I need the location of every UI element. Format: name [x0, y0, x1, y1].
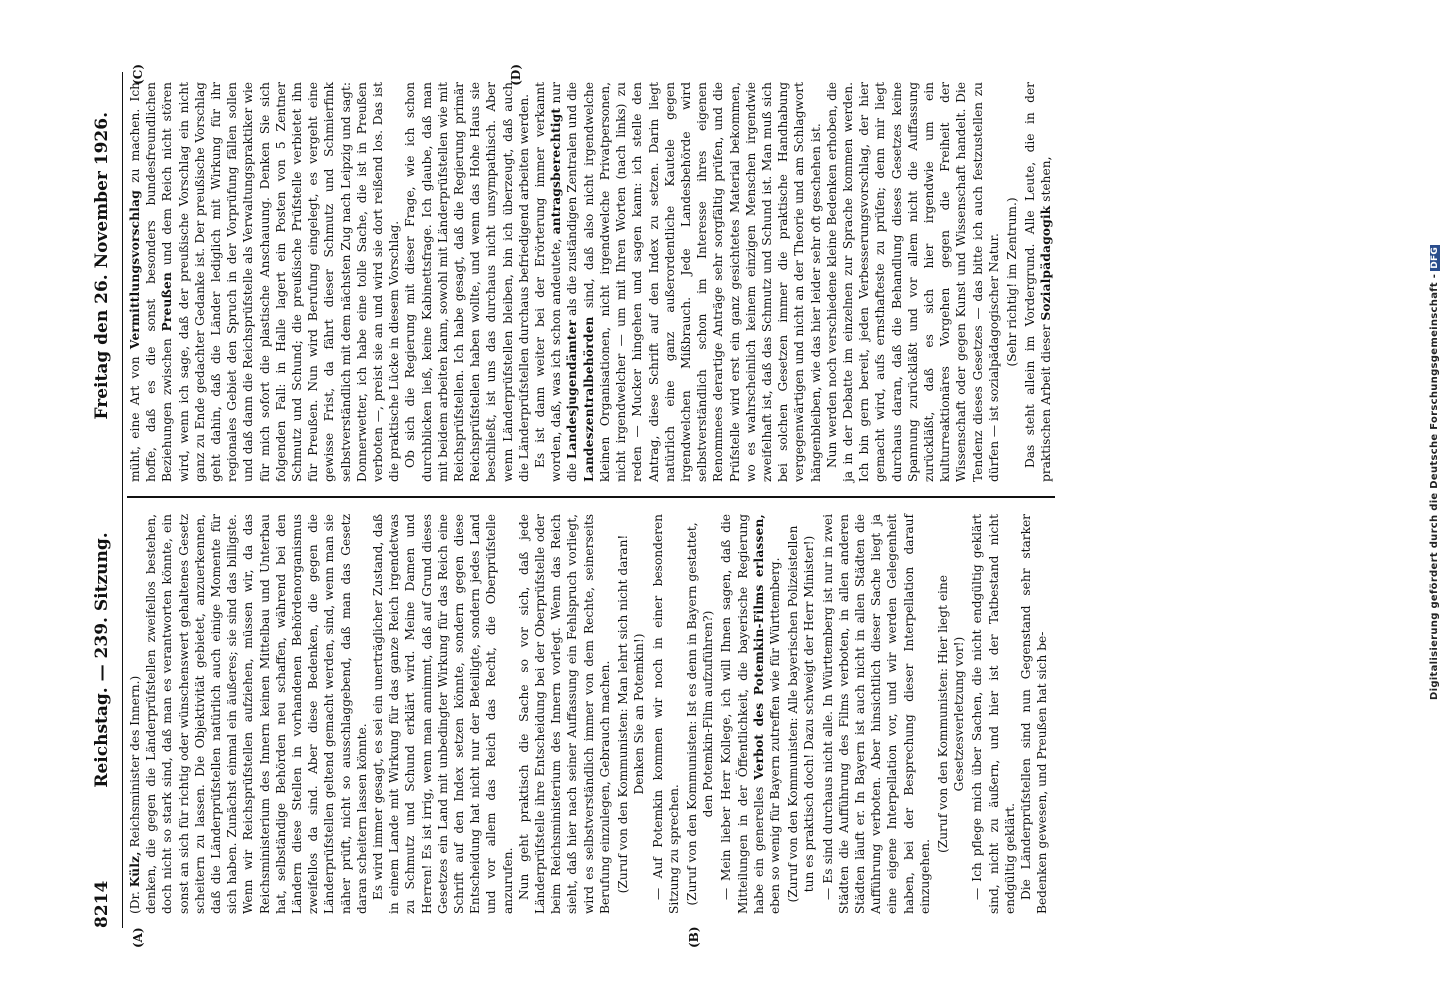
interjection: (Zuruf von den Kommunisten: Man lehrt sich nicht daran! Denken Sie an Potemkin!) [616, 534, 647, 894]
right-column [127, 82, 1055, 482]
emphasis-text: Verbot des Potemkin-Films erlassen, [751, 514, 766, 780]
margin-letter-b: (B) [687, 926, 701, 948]
digitization-credit [1429, 245, 1440, 700]
left-column [127, 514, 1055, 914]
margin-letter-d: (D) [509, 64, 523, 86]
interjection: (Zuruf von den Kommunisten: Alle bayerischen Polizeistellen tun es praktisch doch! Dazu schweigt der Herr Minister!) [786, 525, 817, 903]
paragraph: Ob sich die Regierung mit dieser Frage, wie ich schon durchblicken ließ, keine Kabinettsfrage. Ich glaube, daß man mit beidem arbeiten kann, sowohl mit Länderprüfstellen wie mit Reichsprüfstellen. Ich habe gesagt, daß die Regierung primär Reichsprüfstellen haben wollte, und wenn das Hohe Haus sie beschließt, ist uns das durchaus nicht unsympathisch. Aber wenn Länderprüfstellen bleiben, bin ich überzeugt, daß auch die Länderprüfstellen durchaus befriedigend arbeiten werden. [403, 82, 531, 482]
paragraph-text: stehen, [1039, 156, 1054, 206]
paragraph: — Ich pflege mich über Sachen, die nicht endgültig geklärt sind, nicht zu äußern, und hier ist der Tatbestand nicht endgültig geklärt. [970, 514, 1017, 914]
text-columns [127, 64, 1055, 948]
document-page [92, 50, 1318, 950]
emphasis-text: Landeszentralbehörden [581, 316, 596, 482]
interjection: (Zuruf von den Kommunisten: Hier liegt eine Gesetzesverletzung vor!) [935, 574, 967, 854]
paragraph-text: nur die [549, 81, 580, 482]
credit-text: Digitalisierung gefördert durch die Deutsche Forschungsgemeinschaft - [1429, 273, 1440, 700]
paragraph: — Es sind durchaus nicht alle. In Württemberg ist nur in zwei Städten die Aufführung des Films verboten, in allen anderen Städten läuft er. In Bayern ist auch nicht in allen Städten die Aufführung verboten. Aber hinsichtlich dieser Sache liegt ja eine eigene Interpellation vor, und wir werden Gelegenheit haben, bei der Besprechung dieser Interpellation darauf einzugehen. [820, 514, 932, 914]
column-divider [127, 496, 1055, 498]
paragraph-text: — Mein lieber Herr Kollege, ich will Ihnen sagen, daß die Mitteilungen in der Öffentlichkeit, die bayerische Regierung habe ein generelles [719, 514, 766, 914]
paragraph-text: Das steht allein im Vordergrund. Alle Leute, die in der praktischen Arbeit dieser [1023, 82, 1054, 482]
speaker-title: Reichsminister des Innern.) [128, 675, 142, 852]
margin-letter-c: (C) [131, 64, 145, 85]
running-head [92, 72, 123, 928]
paragraph-text: Es ist dann weiter bei der Erörterung immer verkannt worden, daß, was ich schon andeutete, [533, 82, 564, 482]
emphasis-text: Sozialpädagogik [1039, 205, 1054, 321]
paragraph: Nun werden noch verschiedene kleine Bedenken erhoben, die ja in der Debatte im einzelnen zur Sprache kommen werden. Ich bin gern bereit, jeden Verbesserungsvorschlag, der hier gemacht wird, aufs ernsthafteste zu prüfen; denn mir liegt durchaus daran, daß die Behandlung dieses Gesetzes keine Spannung zurückläßt und vor allem nicht die Auffassung zurückläßt, daß es sich hier irgendwie um ein kulturreaktionäres Vorgehen gegen die Freiheit der Wissenschaft oder gegen Kunst und Wissenschaft handelt. Die Tendenz dieses Gesetzes — das bitte ich auch festzustellen zu dürfen — ist sozialpädagogischer Natur. [824, 82, 1001, 482]
margin-letter-a: (A) [131, 927, 145, 948]
page-number: 8214 [92, 880, 112, 928]
emphasis-text: Landesjugendämter [565, 319, 580, 460]
paragraph: — Auf Potemkin kommen wir noch in einer besonderen Sitzung zu sprechen. [650, 514, 681, 914]
paragraph [532, 82, 824, 482]
interjection: (Sehr richtig! im Zentrum.) [1004, 197, 1019, 367]
paragraph-text: zu machen. Ich hoffe, daß es die sonst besonders bundesfreundlichen Beziehungen zwischen [128, 82, 175, 482]
paragraph: denken, die gegen die Länderprüfstellen zweifellos bestehen, doch nicht so stark sind, daß man es verantworten könnte, ein sonst an sich für richtig oder wünschenswert gehaltenes Gesetz scheitern zu lassen. Die Objektivität gebietet, anzuerkennen, daß die Länderprüfstellen natürlich auch einige Momente für sich haben. Zunächst einmal ein äußeres; sie sind das billigste. Wenn wir Reichsprüfstellen aufziehen, müssen wir, da das Reichsministerium des Innern keinen Mittelbau und Unterbau hat, selbständige Behörden neu schaffen, während bei den Ländern diese Stellen in vorhandenen Behördenorganismus zweifellos da sind. Aber diese Bedenken, die gegen die Länderprüfstellen geltend gemacht werden, sind, wenn man sie näher prüft, nicht so ausschlaggebend, daß man das Gesetz daran scheitern lassen könnte. [144, 514, 369, 914]
paragraph-text: als die zuständigen Zentralen und die [565, 82, 580, 320]
dfg-logo: DFG [1430, 246, 1440, 269]
paragraph [1022, 82, 1054, 482]
speaker-line [127, 514, 143, 914]
paragraph-text: müht, eine Art von [128, 349, 142, 482]
paragraph [718, 514, 783, 914]
paragraph [127, 82, 402, 482]
interjection: (Zuruf von den Kommunisten: Ist es denn in Bayern gestattet, den Potemkin-Film aufzuführen?) [684, 522, 716, 906]
paragraph: Nun geht praktisch die Sache so vor sich, daß jede Länderprüfstelle ihre Entscheidung bei der Oberprüfstelle oder beim Reichsministerium des Innern vorlegt. Wenn das Reich sieht, daß hier nach seiner Auffassung ein Fehlspruch vorliegt, wird es selbstverständlich immer von dem Rechte, seinerseits Berufung einzulegen, Gebrauch machen. [516, 514, 612, 914]
emphasis-text: Preußen [160, 271, 175, 332]
paragraph: Die Länderprüfstellen sind nun Gegenstand sehr starker Bedenken gewesen, und Preußen hat sich be- [1018, 514, 1050, 914]
speaker-prefix: (Dr. [128, 887, 142, 914]
paragraph-text: und dem Reich nicht stören wird, wenn ich sage, daß der preußische Vorschlag ein nicht ganz zu Ende gedachter Gedanke ist. Der preußische Vorschlag geht dahin, daß die Länder lediglich mit Wirkung für ihr regionales Gebiet den Spruch in der Vorprüfung fällen sollen und daß dann die Reichsprüfstelle als Verwaltungspraktiker wie für mich sofort die plastische Anschauung. Denken Sie sich folgenden Fall: in Halle lagert ein Posten von 5 Zentner Schmutz und Schund; die preußische Prüfstelle verbietet ihn für Preußen. Nun wird Berufung eingelegt, es vergeht eine gewisse Frist, da fährt dieser Schmutz und Schmierfink selbstverständlich mit dem nächsten Zug nach Leipzig und sagt: Donnerwetter, ich habe eine tolle Sache, die ist in Preußen verboten —, preist sie an und wird sie dort reißend los. Das ist die praktische Lücke in diesem Vorschlag. [160, 82, 402, 482]
paragraph: Es wird immer gesagt, es sei ein unerträglicher Zustand, daß in einem Lande mit Wirkung für das ganze Reich irgendetwas zu Schmutz und Schund erklärt wird. Meine Damen und Herren! Es ist irrig, wenn man annimmt, daß auf Grund dieses Gesetzes ein Land mit unbedingter Wirkung für das Reich eine Schrift auf den Index setzen könnte, sondern gegen diese Entscheidung hat nicht nur der Beteiligte, sondern jedes Land und vor allem das Reich das Recht, die Oberprüfstelle anzurufen. [371, 514, 515, 914]
left-running-title: Reichstag. — 239. Sitzung. [92, 532, 112, 788]
speaker-name: Külz, [128, 851, 142, 888]
paragraph-text: eben so wenig für Bayern zutreffen wie für Württemberg. [767, 557, 782, 914]
emphasis-text: antragsberechtigt [549, 107, 564, 235]
right-running-title: Freitag den 26. November 1926. [92, 112, 112, 420]
paragraph-text: sind, daß also nicht irgendwelche kleinen Organisationen, nicht irgendwelche Privatpersonen, nicht irgendwelcher — um mit Ihren Worten (nach links) zu reden — Mucker hingehen und sagen kann: ich stelle den Antrag, diese Schrift auf den Index zu setzen. Darin liegt natürlich eine ganz außerordentliche Kautele gegen irgendwelchen Mißbrauch. Jede Landesbehörde wird selbstverständlich schon im Interesse ihres eigenen Renommees derartige Anträge sehr sorgfältig prüfen, und die Prüfstelle wird erst ein ganz gesichtetes Material bekommen, wo es wahrscheinlich keinem einzigen Menschen irgendwie zweifelhaft ist, daß das Schmutz und Schund ist. Man muß sich bei solchen Gesetzen immer die praktische Handhabung vergegenwärtigen und nicht an der Theorie und am Schlagwort hängenbleiben, wie das hier leider sehr oft geschehen ist. [581, 82, 823, 482]
emphasis-text: Vermittlungsvorschlag [128, 190, 142, 350]
